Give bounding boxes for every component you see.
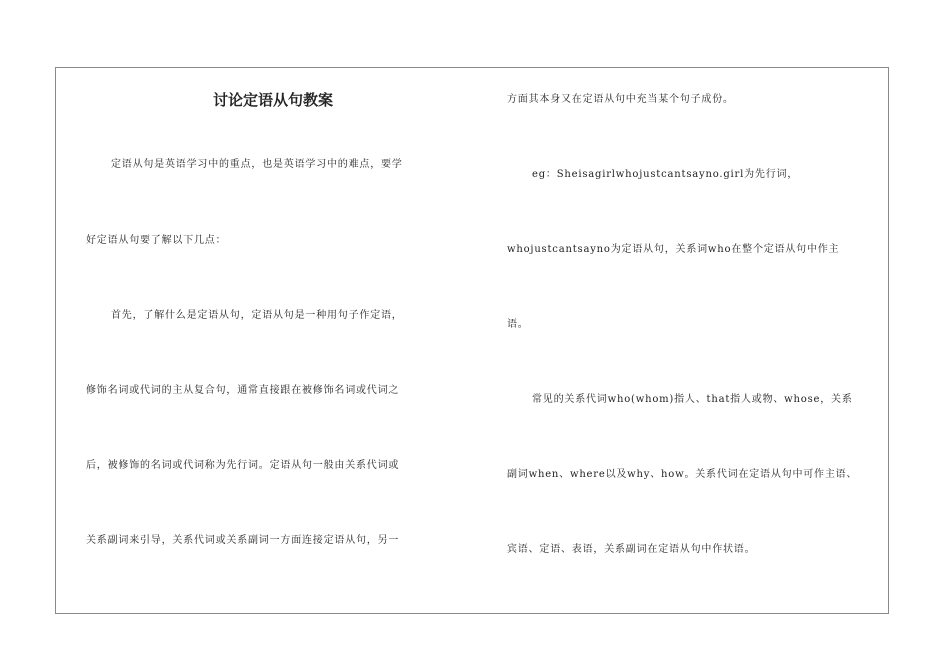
paragraph-line: 语。 (507, 319, 529, 330)
paragraph-line: 常见的关系代词who(whom)指人、that指人或物、whose，关系 (532, 394, 853, 405)
paragraph-line: eg：Sheisagirlwhojustcantsayno.girl为先行词， (532, 169, 799, 180)
document-page-border (55, 67, 889, 614)
paragraph-line: 副词when、where以及why、how。关系代词在定语从句中可作主语、 (507, 469, 858, 480)
paragraph-line: 后，被修饰的名词或代词称为先行词。定语从句一般由关系代词或 (86, 460, 400, 471)
document-title: 讨论定语从句教案 (212, 91, 333, 109)
paragraph-line: 宾语、定语、表语，关系副词在定语从句中作状语。 (507, 544, 756, 555)
paragraph-line: 好定语从句要了解以下几点： (86, 235, 227, 246)
paragraph-line: 定语从句是英语学习中的重点，也是英语学习中的难点，要学 (111, 159, 403, 170)
paragraph-line: 关系副词来引导，关系代词或关系副词一方面连接定语从句，另一 (86, 535, 400, 546)
paragraph-line: 方面其本身又在定语从句中充当某个句子成份。 (507, 94, 734, 105)
paragraph-line: whojustcantsayno为定语从句，关系词who在整个定语从句中作主 (507, 244, 840, 255)
paragraph-line: 修饰名词或代词的主从复合句，通常直接跟在被修饰名词或代词之 (86, 385, 400, 396)
paragraph-line: 首先，了解什么是定语从句，定语从句是一种用句子作定语， (111, 310, 403, 321)
